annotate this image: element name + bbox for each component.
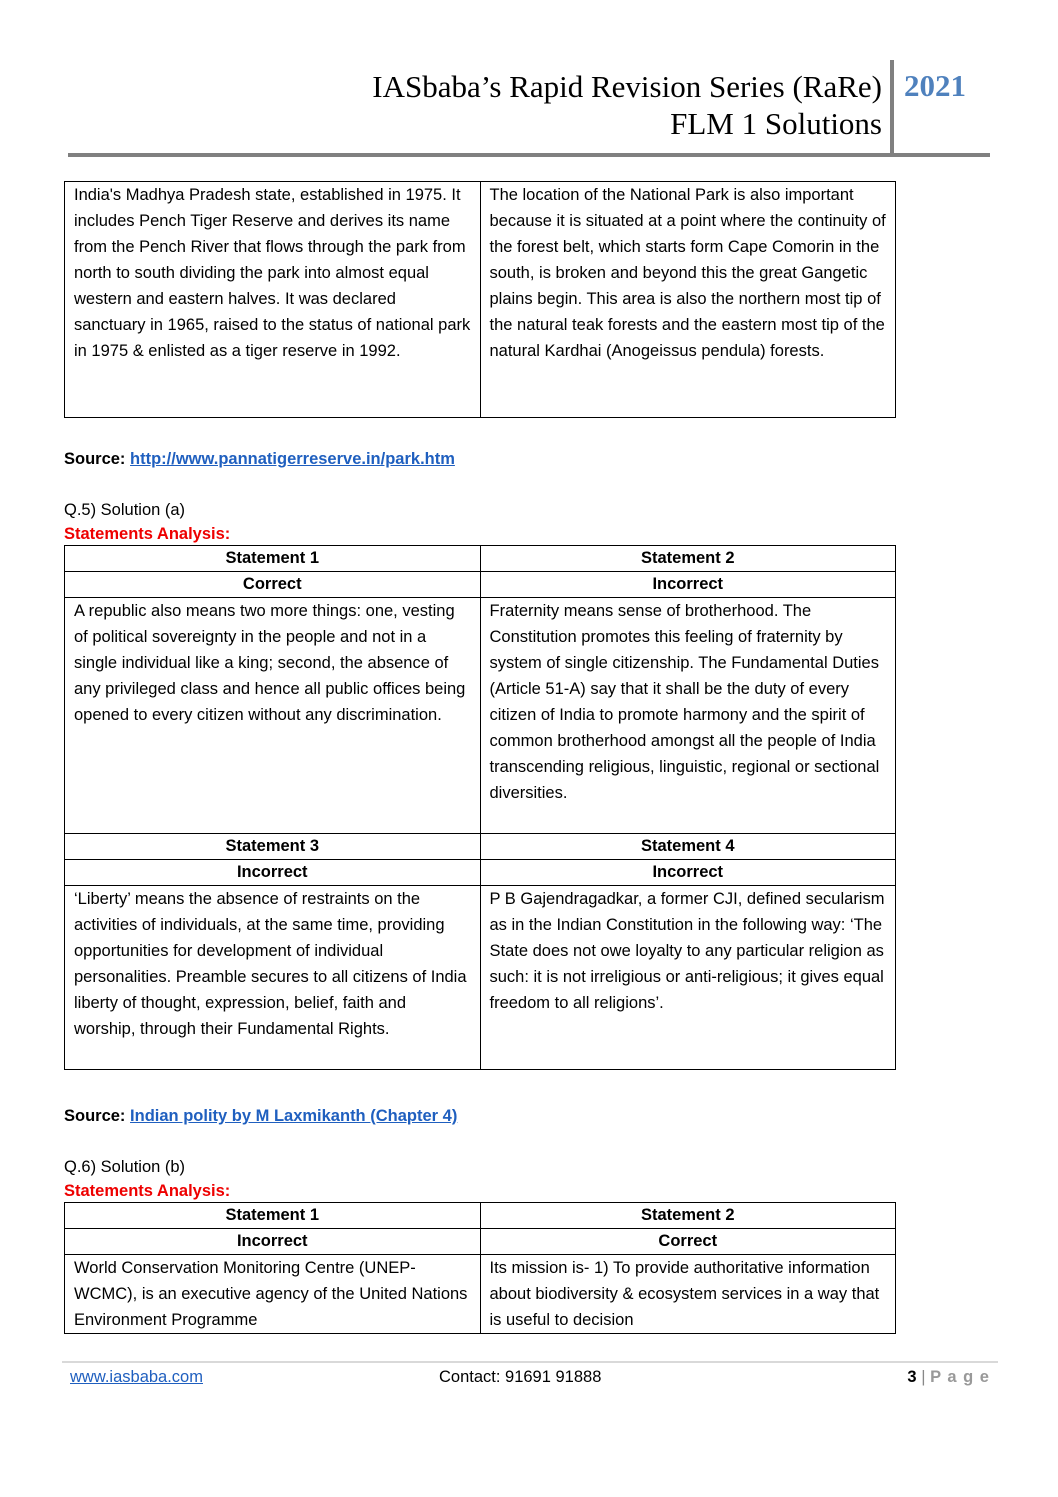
cell-right: The location of the National Park is also important because it is situated at a point where the continuity of the forest belt, which starts form Cape Comorin in the south, is broken and beyond this the great Gangetic plains begin. This area is also the northern most tip of the natural teak forests and the eastern most tip of the natural Kardhai (Anogeissus pendula) forests. [480,182,896,418]
title-line-2: FLM 1 Solutions [670,106,882,141]
statement-4-head: Statement 4 [480,834,896,860]
source-link[interactable]: Indian polity by M Laxmikanth (Chapter 4) [130,1107,458,1125]
source-label: Source: [64,1107,126,1125]
q6-title: Q.6) Solution (b) [64,1158,186,1176]
q5-title: Q.5) Solution (a) [64,501,186,519]
statement-2-head: Statement 2 [480,546,896,572]
footer-rule [62,1361,998,1363]
statement-2-head: Statement 2 [480,1203,896,1229]
source-label: Source: [64,450,126,468]
statement-1-head: Statement 1 [65,1203,481,1229]
q5-table [64,545,896,1070]
footer-page: 3 | P a g e [907,1368,990,1386]
statement-2-verdict: Incorrect [480,572,896,598]
statement-4-verdict: Incorrect [480,860,896,886]
header-divider [890,60,894,156]
header-title [372,68,882,142]
q6-analysis-heading: Statements Analysis: [64,1182,231,1200]
q5-section [64,497,896,1070]
table-continued [64,181,896,418]
statement-2-verdict: Correct [480,1229,896,1255]
statement-2-text: Fraternity means sense of brotherhood. The Constitution promotes this feeling of fraternity by system of single citizenship. The Fundamental Duties (Article 51-A) say that it shall be the duty of every citizen of India to promote harmony and the spirit of common brotherhood amongst all the people of India transcending religious, linguistic, regional or sectional diversities. [480,598,896,834]
statement-1-text: World Conservation Monitoring Centre (UNEP-WCMC), is an executive agency of the United Nations Environment Programme [65,1255,481,1334]
q6-section [64,1154,896,1334]
statement-4-text: P B Gajendragadkar, a former CJI, defined secularism as in the Indian Constitution in the following way: ‘The State does not owe loyalty to any particular religion as such: it is not irreligious or anti-religious; it gives equal freedom to all religions’. [480,886,896,1070]
q6-table [64,1202,896,1334]
footer-website-link[interactable]: www.iasbaba.com [70,1368,203,1386]
statement-1-text: A republic also means two more things: one, vesting of political sovereignty in the people and not in a single individual like a king; second, the absence of any privileged class and hence all public offices being opened to every citizen without any discrimination. [65,598,481,834]
statement-1-verdict: Correct [65,572,481,598]
header-year: 2021 [904,68,966,103]
cell-left: India's Madhya Pradesh state, established in 1975. It includes Pench Tiger Reserve and derives its name from the Pench River that flows through the park from north to south dividing the park into almost equal western and eastern halves. It was declared sanctuary in 1965, raised to the status of national park in 1975 & enlisted as a tiger reserve in 1992. [65,182,481,418]
statement-3-head: Statement 3 [65,834,481,860]
page-label: P a g e [930,1368,990,1386]
source-link[interactable]: http://www.pannatigerreserve.in/park.htm [130,450,455,468]
statement-3-text: ‘Liberty’ means the absence of restraints on the activities of individuals, at the same time, providing opportunities for development of individual personalities. Preamble secures to all citizens of India liberty of thought, expression, belief, faith and worship, through their Fundamental Rights. [65,886,481,1070]
page-number: 3 [907,1368,917,1386]
header-rule [68,153,990,157]
source-2 [64,1103,896,1129]
footer-contact: Contact: 91691 91888 [439,1368,602,1386]
statement-1-head: Statement 1 [65,546,481,572]
source-1 [64,446,896,472]
q5-analysis-heading: Statements Analysis: [64,525,231,543]
statement-3-verdict: Incorrect [65,860,481,886]
statement-2-text: Its mission is- 1) To provide authoritative information about biodiversity & ecosystem services in a way that is useful to decision [480,1255,896,1334]
title-line-1: IASbaba’s Rapid Revision Series (RaRe) [372,69,882,104]
statement-1-verdict: Incorrect [65,1229,481,1255]
